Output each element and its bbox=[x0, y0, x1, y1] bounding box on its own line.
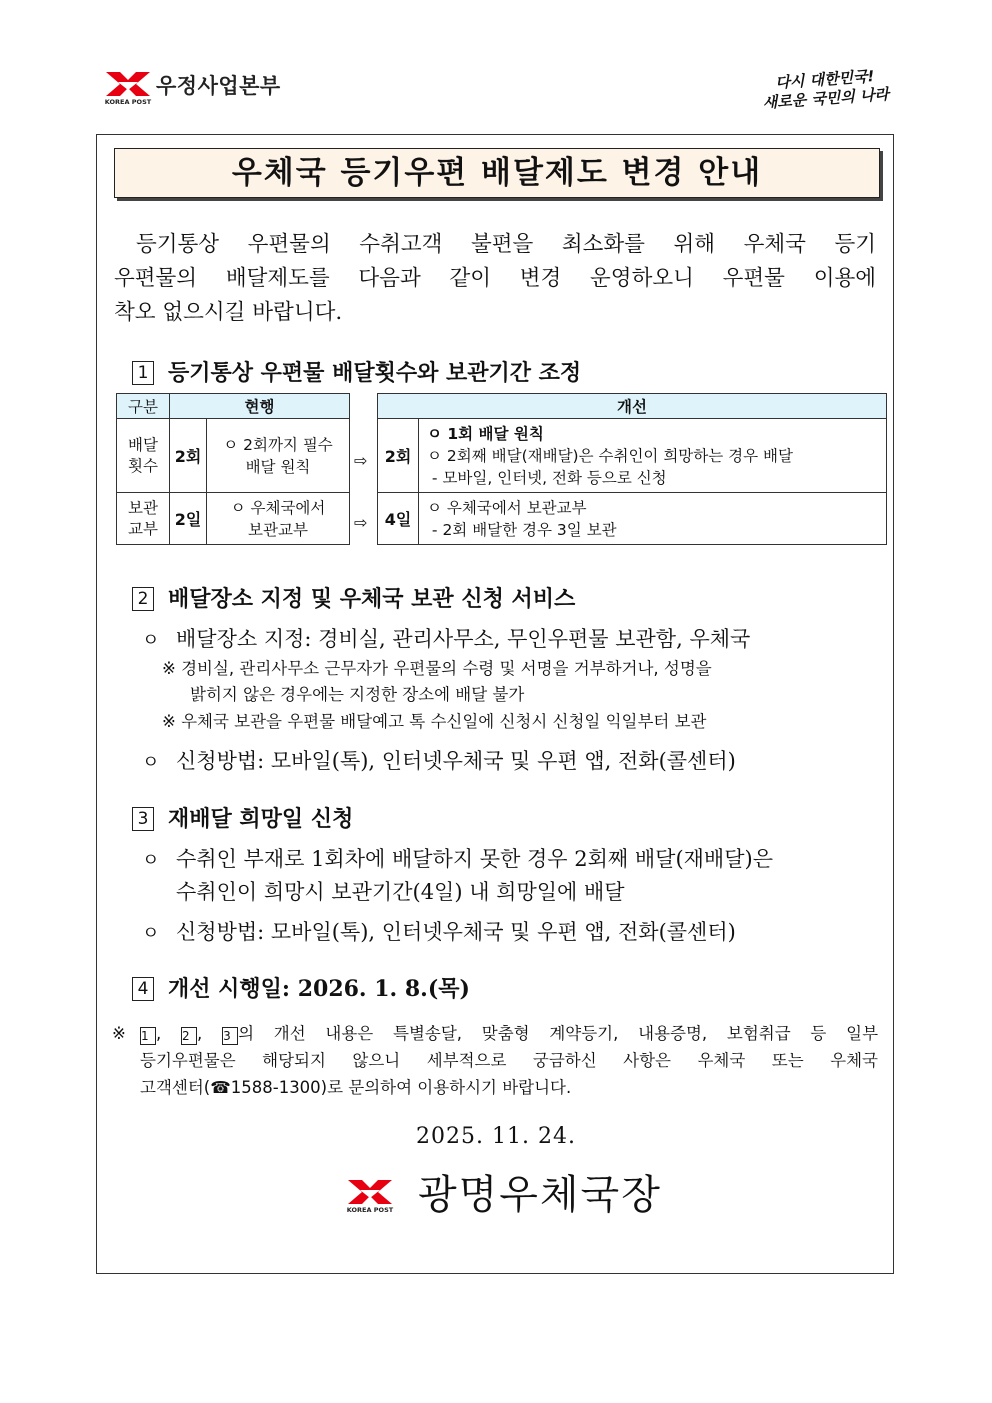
issue-date: 2025. 11. 24. bbox=[416, 1124, 576, 1149]
slogan-line1: 다시 대한민국! bbox=[774, 67, 875, 92]
row-improved-desc: ㅇ 우체국에서 보관교부 - 2회 배달한 경우 3일 보관 bbox=[419, 493, 887, 545]
footnote: ※ 1 , 2 , 3 의 개선 내용은 특별송달, 맞춤형 계약등기, 내용증명, 보험취급 등 일부 등기우편물은 해당되지 않으니 세부적으로 궁금하신 사항은 우체국 또는 우체국 고객센터(☎1588-1300)로 문의하여 이용하시기 바랍니다. bbox=[112, 1020, 878, 1101]
svg-text:KOREA POST: KOREA POST bbox=[346, 1206, 394, 1214]
footnote-line2: 등기우편물은 해당되지 않으니 세부적으로 궁금하신 사항은 우체국 또는 우체국 bbox=[140, 1051, 878, 1070]
section1-title: 등기통상 우편물 배달횟수와 보관기간 조정 bbox=[168, 360, 582, 386]
slogan bbox=[761, 65, 903, 113]
intro-line1: 등기통상 우편물의 수취고객 불편을 최소화를 위해 우체국 등기 bbox=[136, 232, 876, 257]
section3-number: 3 bbox=[132, 807, 154, 831]
arrow-right-icon: ⇨ bbox=[354, 451, 368, 470]
section4-title: 개선 시행일: 2026. 1. 8.(목) bbox=[168, 976, 470, 1002]
section3-heading bbox=[132, 802, 353, 833]
section1-heading bbox=[132, 356, 581, 387]
row-improved-value: 2회 bbox=[378, 419, 419, 493]
improved-table bbox=[377, 393, 887, 545]
row-improved-desc: ㅇ 1회 배달 원칙 ㅇ 2회째 배달(재배달)은 수취인이 희망하는 경우 배달 - 모바일, 인터넷, 전화 등으로 신청 bbox=[419, 419, 887, 493]
current-header-current: 현행 bbox=[170, 394, 350, 419]
slogan-line2: 새로운 국민의 나라 bbox=[762, 85, 890, 112]
row-current-value: 2일 bbox=[170, 493, 207, 545]
table-row bbox=[117, 493, 350, 545]
arrow-right-icon: ⇨ bbox=[354, 513, 368, 532]
intro-paragraph bbox=[114, 228, 876, 330]
row-improved-value: 4일 bbox=[378, 493, 419, 545]
row-label: 배달 횟수 bbox=[117, 419, 170, 493]
section3-bullet1: ㅇ 수취인 부재로 1회차에 배달하지 못한 경우 2회째 배달(재배달)은 bbox=[142, 847, 773, 871]
section2-title: 배달장소 지정 및 우체국 보관 신청 서비스 bbox=[168, 586, 576, 612]
page-title: 우체국 등기우편 배달제도 변경 안내 bbox=[114, 148, 880, 198]
table-row bbox=[378, 419, 887, 493]
section2-note1: ※ 경비실, 관리사무소 근무자가 우편물의 수령 및 서명을 거부하거나, 성명을 밝히지 않은 경우에는 지정한 장소에 배달 불가 bbox=[162, 659, 712, 704]
org-name: 우정사업본부 bbox=[156, 74, 281, 98]
section2-heading bbox=[132, 582, 575, 613]
section3-bullet2: ㅇ 신청방법: 모바일(톡), 인터넷우체국 및 우편 앱, 전화(콜센터) bbox=[142, 920, 736, 944]
section2-bullet2: ㅇ 신청방법: 모바일(톡), 인터넷우체국 및 우편 앱, 전화(콜센터) bbox=[142, 749, 736, 773]
current-table bbox=[116, 393, 350, 545]
table-row bbox=[117, 419, 350, 493]
signature: 광명우체국장 bbox=[418, 1172, 662, 1218]
section2-bullet1: ㅇ 배달장소 지정: 경비실, 관리사무소, 무인우편물 보관함, 우체국 bbox=[142, 627, 751, 651]
row-label: 보관 교부 bbox=[117, 493, 170, 545]
row-current-desc: ㅇ 우체국에서 보관교부 bbox=[207, 493, 350, 545]
section2-note2: ※ 우체국 보관을 우편물 배달예고 톡 수신일에 신청시 신청일 익일부터 보관 bbox=[162, 712, 707, 731]
improved-header: 개선 bbox=[378, 394, 887, 419]
current-header-category: 구분 bbox=[117, 394, 170, 419]
korea-post-logo-icon bbox=[104, 68, 152, 106]
section3-title: 재배달 희망일 신청 bbox=[168, 806, 354, 832]
section4-heading bbox=[132, 972, 470, 1003]
footnote-line1: 1 , 2 , 3 의 개선 내용은 특별송달, 맞춤형 계약등기, 내용증명, 보험취급 등 일부 bbox=[141, 1024, 879, 1043]
section3-bullet1-cont: 수취인이 희망시 보관기간(4일) 내 희망일에 배달 bbox=[176, 880, 625, 904]
section4-number: 4 bbox=[132, 977, 154, 1001]
intro-line3: 착오 없으시길 바랍니다. bbox=[114, 300, 343, 325]
korea-post-logo-icon bbox=[346, 1176, 394, 1214]
section1-number: 1 bbox=[132, 361, 154, 385]
intro-line2: 우편물의 배달제도를 다음과 같이 변경 운영하오니 우편물 이용에 bbox=[114, 266, 876, 291]
row-current-value: 2회 bbox=[170, 419, 207, 493]
section2-number: 2 bbox=[132, 587, 154, 611]
row-current-desc: ㅇ 2회까지 필수 배달 원칙 bbox=[207, 419, 350, 493]
footnote-line3: 고객센터(☎1588-1300)로 문의하여 이용하시기 바랍니다. bbox=[140, 1078, 572, 1097]
svg-text:KOREA POST: KOREA POST bbox=[104, 98, 152, 106]
table-row bbox=[378, 493, 887, 545]
